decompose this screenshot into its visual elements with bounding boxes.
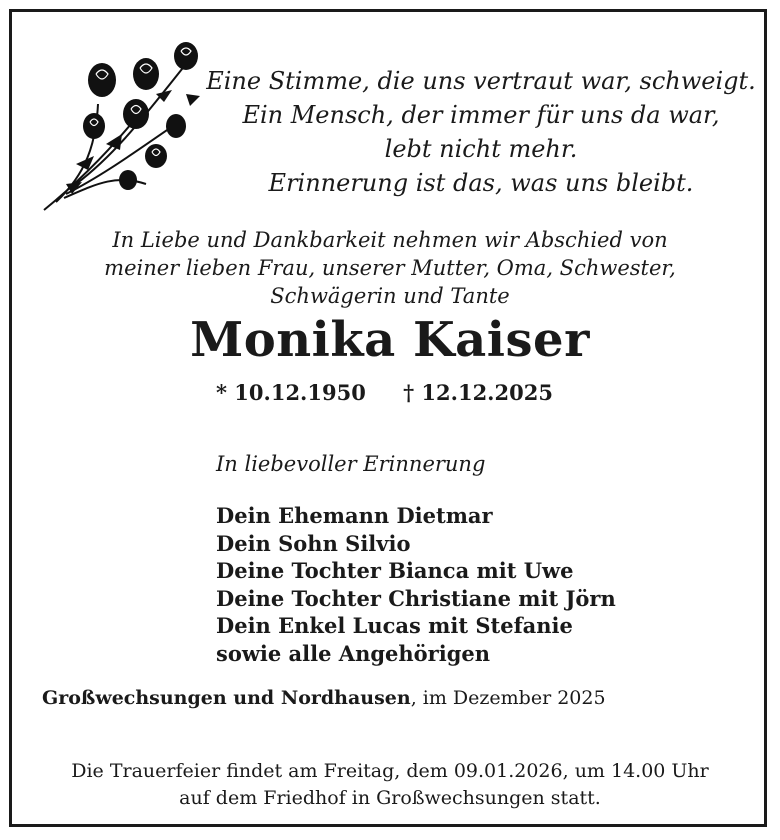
poem-line: Ein Mensch, der immer für uns da war, — [242, 101, 720, 129]
poem-line: Eine Stimme, die uns vertraut war, schweigt. — [206, 67, 756, 95]
intro-line: meiner lieben Frau, unserer Mutter, Oma, Schwester, — [104, 256, 676, 280]
life-dates — [216, 380, 553, 405]
intro-line: Schwägerin und Tante — [270, 284, 510, 308]
family-member: Dein Sohn Silvio — [216, 530, 411, 556]
deceased-name: Monika Kaiser — [190, 312, 590, 368]
family-member: Deine Tochter Bianca mit Uwe — [216, 558, 574, 583]
service-line: Die Trauerfeier findet am Freitag, dem 09.01.2026, um 14.00 Uhr — [71, 760, 709, 782]
poem-line: Erinnerung ist das, was uns bleibt. — [268, 169, 694, 197]
death-date: † 12.12.2025 — [403, 380, 553, 405]
place-date: , im Dezember 2025 — [410, 687, 606, 709]
intro-text — [60, 226, 720, 310]
roses-bouquet-icon — [36, 34, 206, 214]
birth-date: * 10.12.1950 — [216, 380, 366, 405]
family-member: Dein Ehemann Dietmar — [216, 503, 493, 528]
place-and-date — [42, 687, 606, 709]
poem-line: lebt nicht mehr. — [384, 135, 578, 163]
poem — [200, 64, 762, 200]
funeral-service-info — [0, 758, 780, 812]
family-list — [216, 502, 616, 667]
family-member: sowie alle Angehörigen — [216, 640, 491, 666]
intro-line: In Liebe und Dankbarkeit nehmen wir Abschied von — [112, 228, 668, 252]
service-line: auf dem Friedhof in Großwechsungen statt. — [179, 787, 601, 809]
family-member: Deine Tochter Christiane mit Jörn — [216, 585, 616, 611]
memory-line: In liebevoller Erinnerung — [216, 452, 486, 476]
place-location: Großwechsungen und Nordhausen — [42, 687, 411, 709]
family-member: Dein Enkel Lucas mit Stefanie — [216, 613, 573, 638]
